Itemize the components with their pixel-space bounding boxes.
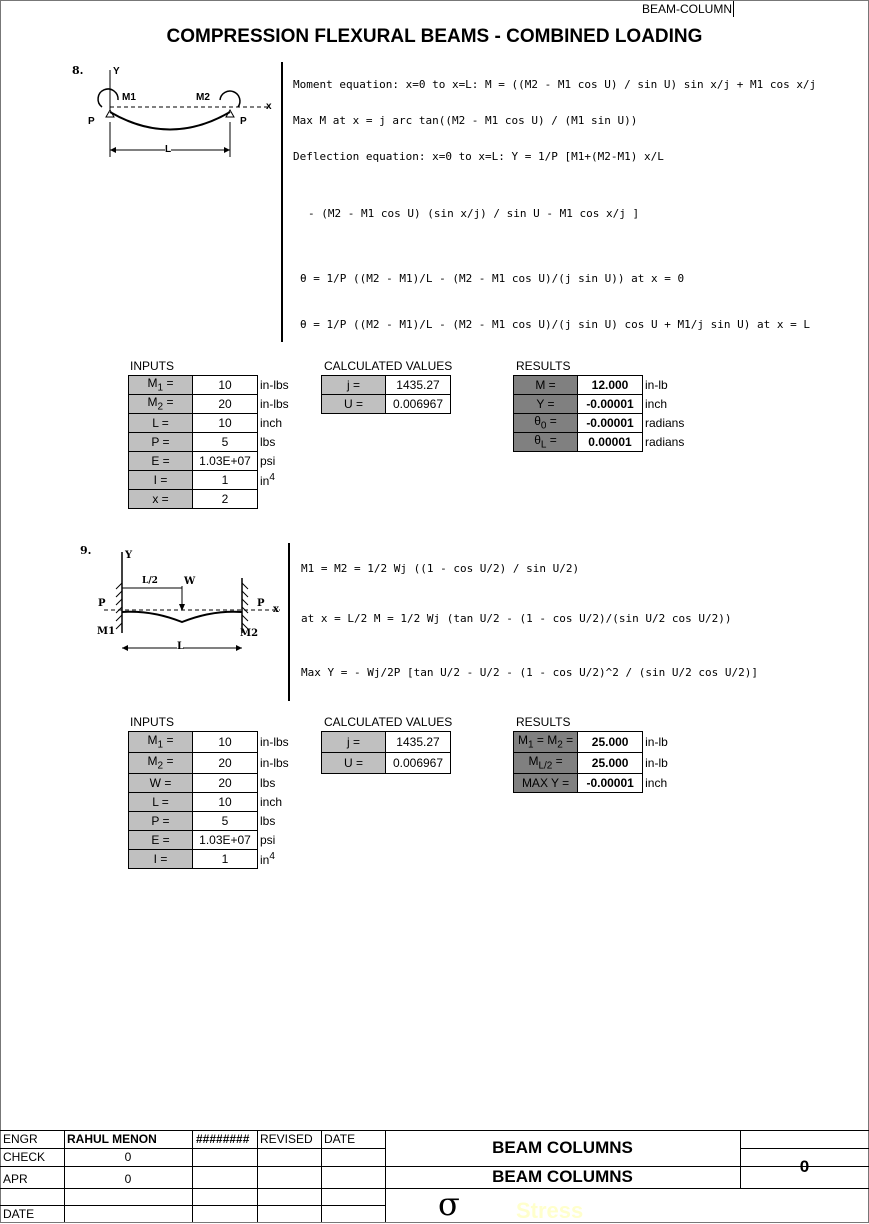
x-axis-label: x xyxy=(266,101,272,112)
calc-value: 0.006967 xyxy=(386,753,451,774)
case8-deflection-equation-2: - (M2 - M1 cos U) (sin x/j) / sin U - M1 cos x/j ] xyxy=(308,207,640,220)
result-unit: in-lb xyxy=(645,735,668,749)
check-label: CHECK xyxy=(3,1150,46,1164)
input-unit: in-lbs xyxy=(260,735,289,749)
table-row xyxy=(322,376,451,395)
case9-results-label: RESULTS xyxy=(516,715,571,729)
divider xyxy=(740,1148,869,1149)
input-unit: $in^4$ xyxy=(260,472,275,488)
table-row xyxy=(514,433,689,452)
result-label: $\theta_0$ = xyxy=(514,414,578,433)
case9-inputs-table xyxy=(128,731,294,869)
calc-label: U = xyxy=(322,395,386,414)
table-row xyxy=(129,414,294,433)
case8-maxm-equation: Max M at x = j arc tan((M2 - M1 cos U) / (M1 sin U)) xyxy=(293,114,638,127)
table-row xyxy=(129,850,294,869)
input-unit: inch xyxy=(260,795,283,809)
table-row xyxy=(514,732,673,753)
case9-mid-equation: at x = L/2 M = 1/2 Wj (tan U/2 - (1 - cos U/2)/(sin U/2 cos U/2)) xyxy=(301,612,732,625)
case9-results-table xyxy=(513,731,673,793)
engr-label: ENGR xyxy=(3,1132,38,1146)
result-label: $\theta_L$ = xyxy=(514,433,578,452)
p-right-label: P xyxy=(257,598,265,609)
case8-calc-table xyxy=(321,375,451,414)
input-value[interactable]: 1.03E+07 xyxy=(193,831,258,850)
case9-calc-label: CALCULATED VALUES xyxy=(324,715,453,729)
y-axis-label: Y xyxy=(125,550,133,561)
table-row xyxy=(129,732,294,753)
input-value[interactable]: 20 xyxy=(193,395,258,414)
p-left-label: P xyxy=(98,598,106,609)
result-value: 0.00001 xyxy=(578,433,643,452)
result-label: MAX Y = xyxy=(514,774,578,793)
input-label: W = xyxy=(129,774,193,793)
result-unit: radians xyxy=(645,435,685,449)
drawing-title-2: BEAM COLUMNS xyxy=(492,1167,633,1186)
result-unit: in-lb xyxy=(645,378,668,392)
calc-value: 0.006967 xyxy=(386,395,451,414)
input-label: x = xyxy=(129,490,193,509)
length-label: L xyxy=(177,641,185,652)
case8-thetaL-equation: θ = 1/P ((M2 - M1)/L - (M2 - M1 cos U)/(j sin U) cos U + M1/j sin U) at x = L xyxy=(300,318,810,331)
input-unit: lbs xyxy=(260,776,276,790)
date-label: DATE xyxy=(3,1207,35,1221)
engr-date: ######## xyxy=(196,1132,250,1146)
input-unit: psi xyxy=(260,833,276,847)
input-unit: in-lbs xyxy=(260,756,289,770)
table-row xyxy=(514,753,673,774)
input-unit: inch xyxy=(260,416,283,430)
case9-m1m2-equation: M1 = M2 = 1/2 Wj ((1 - cos U/2) / sin U/2) xyxy=(301,562,580,575)
table-row xyxy=(514,395,689,414)
case9-divider xyxy=(288,543,290,701)
calc-label: U = xyxy=(322,753,386,774)
check-value: 0 xyxy=(124,1150,132,1164)
input-unit: lbs xyxy=(260,814,276,828)
case9-inputs-label: INPUTS xyxy=(130,715,175,729)
result-label: $M_1 = M_2$ = xyxy=(514,732,578,753)
title-block xyxy=(0,1130,869,1222)
table-row xyxy=(129,753,294,774)
input-value[interactable]: 10 xyxy=(193,793,258,812)
input-value[interactable]: 5 xyxy=(193,433,258,452)
input-label: P = xyxy=(129,433,193,452)
result-value: 25.000 xyxy=(578,732,643,753)
result-unit: inch xyxy=(645,397,668,411)
y-axis-label: Y xyxy=(113,66,120,77)
input-value[interactable]: 1 xyxy=(193,471,258,490)
input-value[interactable]: 1 xyxy=(193,850,258,869)
input-label: I = xyxy=(129,850,193,869)
table-row xyxy=(514,774,673,793)
sheet-tag: BEAM-COLUMN xyxy=(642,2,733,16)
input-unit: psi xyxy=(260,454,276,468)
divider xyxy=(0,1188,869,1189)
case9-calc-table xyxy=(321,731,451,774)
length-label: L xyxy=(165,144,172,155)
result-unit: radians xyxy=(645,416,685,430)
drawing-title-1: BEAM COLUMNS xyxy=(492,1138,633,1157)
input-unit: in-lbs xyxy=(260,397,289,411)
case9-number: 9. xyxy=(80,544,92,557)
input-label: $M_2$ = xyxy=(129,395,193,414)
m2-label: M2 xyxy=(196,92,210,103)
result-value: -0.00001 xyxy=(578,774,643,793)
apr-label: APR xyxy=(3,1172,28,1186)
result-value: -0.00001 xyxy=(578,414,643,433)
m1-label: M1 xyxy=(97,626,116,637)
revised-label: REVISED xyxy=(260,1132,313,1146)
case8-diagram xyxy=(80,62,280,172)
table-row xyxy=(322,753,451,774)
table-row xyxy=(322,395,451,414)
half-length-label: L/2 xyxy=(142,576,158,586)
input-label: $M_2$ = xyxy=(129,753,193,774)
input-label: I = xyxy=(129,471,193,490)
input-value[interactable]: 2 xyxy=(193,490,258,509)
case8-number: 8. xyxy=(72,64,84,77)
divider xyxy=(257,1130,258,1222)
divider xyxy=(0,1130,869,1131)
case8-theta0-equation: θ = 1/P ((M2 - M1)/L - (M2 - M1 cos U)/(j sin U)) at x = 0 xyxy=(300,272,685,285)
input-unit: $in^4$ xyxy=(260,851,275,867)
calc-value: 1435.27 xyxy=(386,376,451,395)
date-column-label: DATE xyxy=(324,1132,356,1146)
case9-maxy-equation: Max Y = - Wj/2P [tan U/2 - U/2 - (1 - cos U/2)^2 / (sin U/2 cos U/2)] xyxy=(301,666,758,679)
m2-label: M2 xyxy=(240,628,259,639)
table-row xyxy=(129,395,294,414)
input-label: E = xyxy=(129,452,193,471)
result-value: 12.000 xyxy=(578,376,643,395)
case8-results-table xyxy=(513,375,689,452)
result-unit: inch xyxy=(645,776,668,790)
divider xyxy=(321,1130,322,1222)
p-right-label: P xyxy=(240,116,247,127)
input-value[interactable]: 1.03E+07 xyxy=(193,452,258,471)
input-label: $M_1$ = xyxy=(129,376,193,395)
table-row xyxy=(129,774,294,793)
logo-text: Stress xyxy=(516,1198,584,1223)
input-value[interactable]: 10 xyxy=(193,732,258,753)
input-value[interactable]: 20 xyxy=(193,774,258,793)
table-row xyxy=(129,452,294,471)
input-unit xyxy=(258,490,294,509)
case8-calc-label: CALCULATED VALUES xyxy=(324,359,453,373)
calc-label: j = xyxy=(322,376,386,395)
sigma-logo-icon: σ xyxy=(438,1185,460,1223)
case9-diagram xyxy=(92,548,287,658)
p-left-label: P xyxy=(88,116,95,127)
result-label: $M_{L/2}$ = xyxy=(514,753,578,774)
result-label: M = xyxy=(514,376,578,395)
input-value[interactable]: 5 xyxy=(193,812,258,831)
result-value: 25.000 xyxy=(578,753,643,774)
divider xyxy=(192,1130,193,1222)
table-row xyxy=(129,812,294,831)
result-unit: in-lb xyxy=(645,756,668,770)
table-row xyxy=(514,414,689,433)
table-row xyxy=(129,471,294,490)
page-title: COMPRESSION FLEXURAL BEAMS - COMBINED LOADING xyxy=(166,26,703,47)
result-label: Y = xyxy=(514,395,578,414)
table-row xyxy=(129,490,294,509)
calc-value: 1435.27 xyxy=(386,732,451,753)
table-row xyxy=(129,831,294,850)
case8-divider xyxy=(281,62,283,342)
input-label: $M_1$ = xyxy=(129,732,193,753)
m1-label: M1 xyxy=(122,92,136,103)
input-unit: in-lbs xyxy=(260,378,289,392)
result-value: -0.00001 xyxy=(578,395,643,414)
input-value[interactable]: 10 xyxy=(193,376,258,395)
engr-name: RAHUL MENON xyxy=(67,1132,157,1146)
case8-inputs-table xyxy=(128,375,294,509)
sheet-number: 0 xyxy=(799,1157,810,1176)
table-row xyxy=(129,433,294,452)
x-axis-label: x xyxy=(273,604,279,615)
w-load-label: W xyxy=(184,576,196,587)
case8-moment-equation: Moment equation: x=0 to x=L: M = ((M2 - M1 cos U) / sin U) sin x/j + M1 cos x/j xyxy=(293,78,817,91)
calc-label: j = xyxy=(322,732,386,753)
case8-deflection-equation-1: Deflection equation: x=0 to x=L: Y = 1/P [M1+(M2-M1) x/L xyxy=(293,150,664,163)
table-row xyxy=(514,376,689,395)
input-value[interactable]: 20 xyxy=(193,753,258,774)
input-label: L = xyxy=(129,414,193,433)
input-value[interactable]: 10 xyxy=(193,414,258,433)
case8-inputs-label: INPUTS xyxy=(130,359,175,373)
input-label: E = xyxy=(129,831,193,850)
table-row xyxy=(129,793,294,812)
case8-results-label: RESULTS xyxy=(516,359,571,373)
input-unit: lbs xyxy=(260,435,276,449)
apr-value: 0 xyxy=(124,1172,132,1186)
table-row xyxy=(129,376,294,395)
input-label: L = xyxy=(129,793,193,812)
input-label: P = xyxy=(129,812,193,831)
table-row xyxy=(322,732,451,753)
